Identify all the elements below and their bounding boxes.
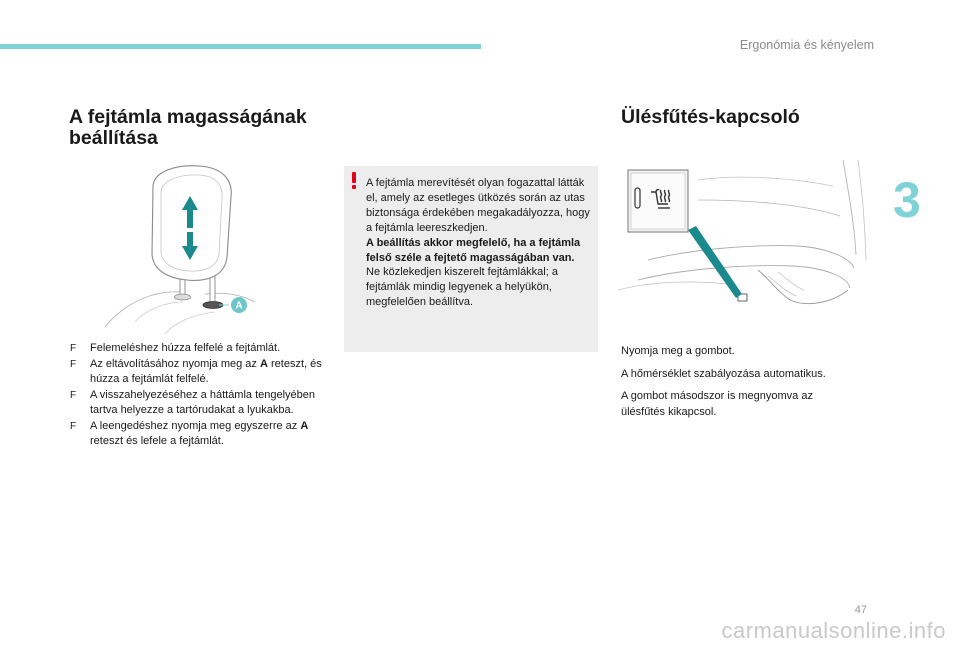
paragraph: A gombot másodszor is megnyomva az ülésfűtés kikapcsol. xyxy=(621,390,813,418)
headrest-steps xyxy=(70,341,328,450)
list-item: F A visszahelyezéséhez a háttámla tengelyében tartva helyezze a tartórudakat a lyukakba. xyxy=(70,388,316,416)
bullet: F xyxy=(70,343,77,354)
warning-box xyxy=(344,166,598,352)
section-title: Ergonómia és kényelem xyxy=(739,38,874,52)
watermark: carmanualsonline.info xyxy=(721,618,946,643)
warning-emphasis: A beállítás akkor megfelelő, ha a fejtámla felső széle a fejtető magasságában van. xyxy=(366,236,581,264)
bullet: F xyxy=(70,420,77,432)
paragraph: A hőmérséklet szabályozása automatikus. xyxy=(621,367,826,380)
seat-heating-illustration xyxy=(618,160,868,312)
warning-exclamation-icon xyxy=(352,172,356,187)
header-accent-bar xyxy=(0,44,481,49)
seat-heating-title: Ülésfűtés-kapcsoló xyxy=(621,106,800,128)
warning-text: A fejtámla merevítését olyan fogazattal látták el, amely az esetleges ütközés során az utas biztonsága érdekében megakadályozza, hogy a fejtámla leereszkedjen. xyxy=(366,177,590,234)
paragraph: Nyomja meg a gombot. xyxy=(621,345,735,357)
list-item: F Az eltávolításához nyomja meg az A reteszt, és húzza a fejtámlát felfelé. xyxy=(70,357,322,385)
headrest-illustration xyxy=(105,162,255,334)
warning-text: Ne közlekedjen kiszerelt fejtámlákkal; a fejtámlák mindig legyenek a helyükön, megfelelően beállítva. xyxy=(366,266,558,309)
list-item: F A leengedéshez nyomja meg egyszerre az A reteszt és lefele a fejtámlát. xyxy=(70,419,309,447)
seat-heating-text xyxy=(621,344,851,427)
chapter-number: 3 xyxy=(893,172,921,228)
callout-a-label: A xyxy=(235,300,243,312)
list-item: F Felemeléshez húzza felfelé a fejtámlát. xyxy=(70,341,328,357)
bullet: F xyxy=(70,389,77,401)
page-number: 47 xyxy=(854,604,867,616)
bullet: F xyxy=(70,358,77,370)
headrest-title: A fejtámla magasságának beállítása xyxy=(69,106,307,149)
